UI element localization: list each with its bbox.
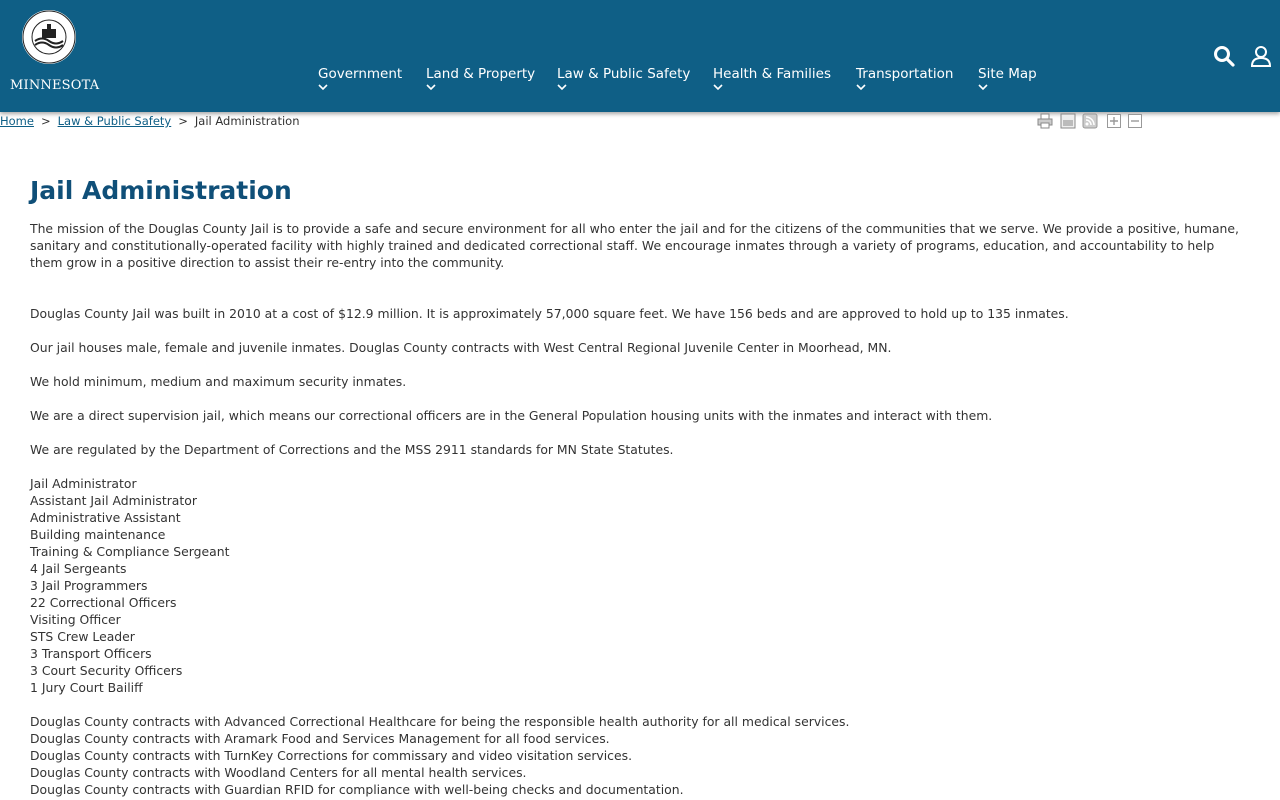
- site-header: [0, 0, 1280, 112]
- email-icon[interactable]: [1059, 112, 1077, 130]
- list-item: 1 Jury Court Bailiff: [30, 680, 143, 695]
- facility-paragraph: Douglas County Jail was built in 2010 at a cost of $12.9 million. It is approximately 57,000 square feet. We have 156 beds and are approved to hold up to 135 inmates.: [30, 306, 1069, 321]
- county-logo[interactable]: [10, 10, 100, 94]
- list-item: 3 Court Security Officers: [30, 663, 183, 678]
- list-item: Administrative Assistant: [30, 510, 181, 525]
- chevron-down-icon: [713, 84, 723, 94]
- nav-label: Transportation: [856, 66, 954, 82]
- list-item: Douglas County contracts with Advanced Correctional Healthcare for being the responsible health authority for all medical services.: [30, 714, 850, 729]
- breadcrumb-separator: >: [40, 114, 51, 128]
- nav-label: Law & Public Safety: [557, 66, 691, 82]
- main-content: [30, 176, 1250, 798]
- nav-government[interactable]: [318, 66, 402, 94]
- nav-label: Health & Families: [713, 66, 831, 82]
- user-icon[interactable]: [1249, 44, 1273, 68]
- breadcrumb-home-link[interactable]: Home: [0, 114, 34, 128]
- list-item: Building maintenance: [30, 527, 166, 542]
- nav-land-property[interactable]: [426, 66, 535, 94]
- nav-law-public-safety[interactable]: [557, 66, 690, 94]
- list-item: 3 Transport Officers: [30, 646, 152, 661]
- nav-label: Site Map: [978, 66, 1037, 82]
- chevron-down-icon: [557, 84, 567, 94]
- print-icon[interactable]: [1036, 112, 1054, 130]
- contracts-list: [30, 713, 1250, 798]
- staff-list: [30, 475, 1250, 696]
- list-item: Douglas County contracts with Aramark Food and Services Management for all food services.: [30, 731, 610, 746]
- inmates-paragraph: Our jail houses male, female and juvenile inmates. Douglas County contracts with West Central Regional Juvenile Center in Moorhead, MN.: [30, 340, 892, 355]
- list-item: Douglas County contracts with Guardian RFID for compliance with well-being checks and documentation.: [30, 782, 684, 797]
- rss-icon[interactable]: [1081, 112, 1099, 130]
- list-item: Training & Compliance Sergeant: [30, 544, 230, 559]
- breadcrumb: [0, 114, 300, 128]
- list-item: Douglas County contracts with TurnKey Corrections for commissary and video visitation services.: [30, 748, 633, 763]
- nav-transportation[interactable]: [856, 66, 953, 94]
- list-item: 3 Jail Programmers: [30, 578, 148, 593]
- chevron-down-icon: [978, 84, 988, 94]
- list-item: Assistant Jail Administrator: [30, 493, 197, 508]
- list-item: Douglas County contracts with Woodland Centers for all mental health services.: [30, 765, 527, 780]
- supervision-paragraph: We are a direct supervision jail, which means our correctional officers are in the General Population housing units with the inmates and interact with them.: [30, 408, 993, 423]
- list-item: STS Crew Leader: [30, 629, 135, 644]
- security-paragraph: We hold minimum, medium and maximum security inmates.: [30, 374, 407, 389]
- chevron-down-icon: [318, 84, 328, 94]
- nav-site-map[interactable]: [978, 66, 1037, 94]
- zoom-out-icon[interactable]: [1126, 112, 1144, 130]
- chevron-down-icon: [426, 84, 436, 94]
- list-item: 4 Jail Sergeants: [30, 561, 127, 576]
- zoom-in-icon[interactable]: [1105, 112, 1123, 130]
- list-item: 22 Correctional Officers: [30, 595, 177, 610]
- breadcrumb-section-link[interactable]: Law & Public Safety: [57, 114, 172, 128]
- breadcrumb-separator: >: [178, 114, 188, 128]
- state-label: MINNESOTA: [10, 78, 100, 93]
- search-icon[interactable]: [1212, 44, 1236, 68]
- breadcrumb-current: Jail Administration: [194, 114, 300, 128]
- chevron-down-icon: [856, 84, 866, 94]
- county-seal: [22, 10, 76, 64]
- regulation-paragraph: We are regulated by the Department of Corrections and the MSS 2911 standards for MN State Statutes.: [30, 442, 674, 457]
- nav-label: Land & Property: [426, 66, 536, 82]
- nav-health-families[interactable]: [713, 66, 831, 94]
- list-item: Jail Administrator: [30, 476, 137, 491]
- page-title: Jail Administration: [30, 176, 292, 205]
- list-item: Visiting Officer: [30, 612, 121, 627]
- nav-label: Government: [318, 66, 403, 82]
- mission-statement: The mission of the Douglas County Jail is to provide a safe and secure environment for all who enter the jail and for the citizens of the communities that we serve. We provide a positive, humane, sanitary and constitutionally-operated facility with highly trained and dedicated correctional staff. We encourage inmates through a variety of programs, education, and accountability to help them grow in a positive direction to assist their re-entry into the community.: [30, 221, 1239, 270]
